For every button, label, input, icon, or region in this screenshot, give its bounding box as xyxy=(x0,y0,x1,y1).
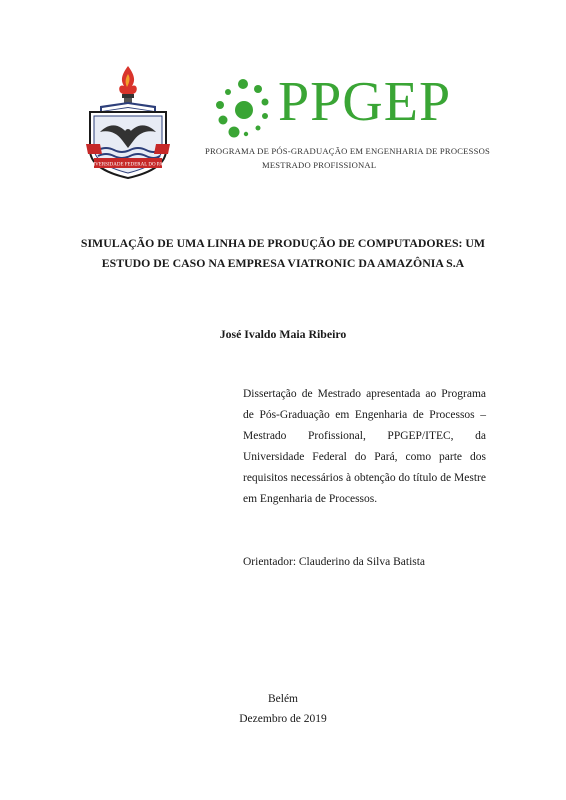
date-text: Dezembro de 2019 xyxy=(239,713,327,725)
university-seal-logo xyxy=(80,62,176,182)
ppgep-dots-icon xyxy=(214,78,272,140)
author-name: José Ivaldo Maia Ribeiro xyxy=(219,327,347,341)
ppgep-logo-word: PPGEP xyxy=(278,71,452,133)
seal-banner-text: UNIVERSIDADE FEDERAL DO PARÁ xyxy=(86,162,170,168)
dissertation-description: Dissertação de Mestrado apresentada ao Programa de Pós-Graduação em Engenharia de Processos – Mestrado Profissional, PPGEP/ITEC, da Universidade Federal do Pará, como parte dos requisitos necessários à obtenção do título de Mestre em Engenharia de Processos. xyxy=(243,388,486,505)
place-text: Belém xyxy=(267,693,299,705)
advisor-line: Orientador: Clauderino da Silva Batista xyxy=(243,556,426,568)
program-level: MESTRADO PROFISSIONAL xyxy=(262,160,377,170)
thesis-title: SIMULAÇÃO DE UMA LINHA DE PRODUÇÃO DE COMPUTADORES: UM ESTUDO DE CASO NA EMPRESA VIATRONIC DA AMAZÔNIA S.A xyxy=(80,236,486,270)
program-name: PROGRAMA DE PÓS-GRADUAÇÃO EM ENGENHARIA DE PROCESSOS xyxy=(205,146,490,156)
program-logo xyxy=(200,72,500,182)
